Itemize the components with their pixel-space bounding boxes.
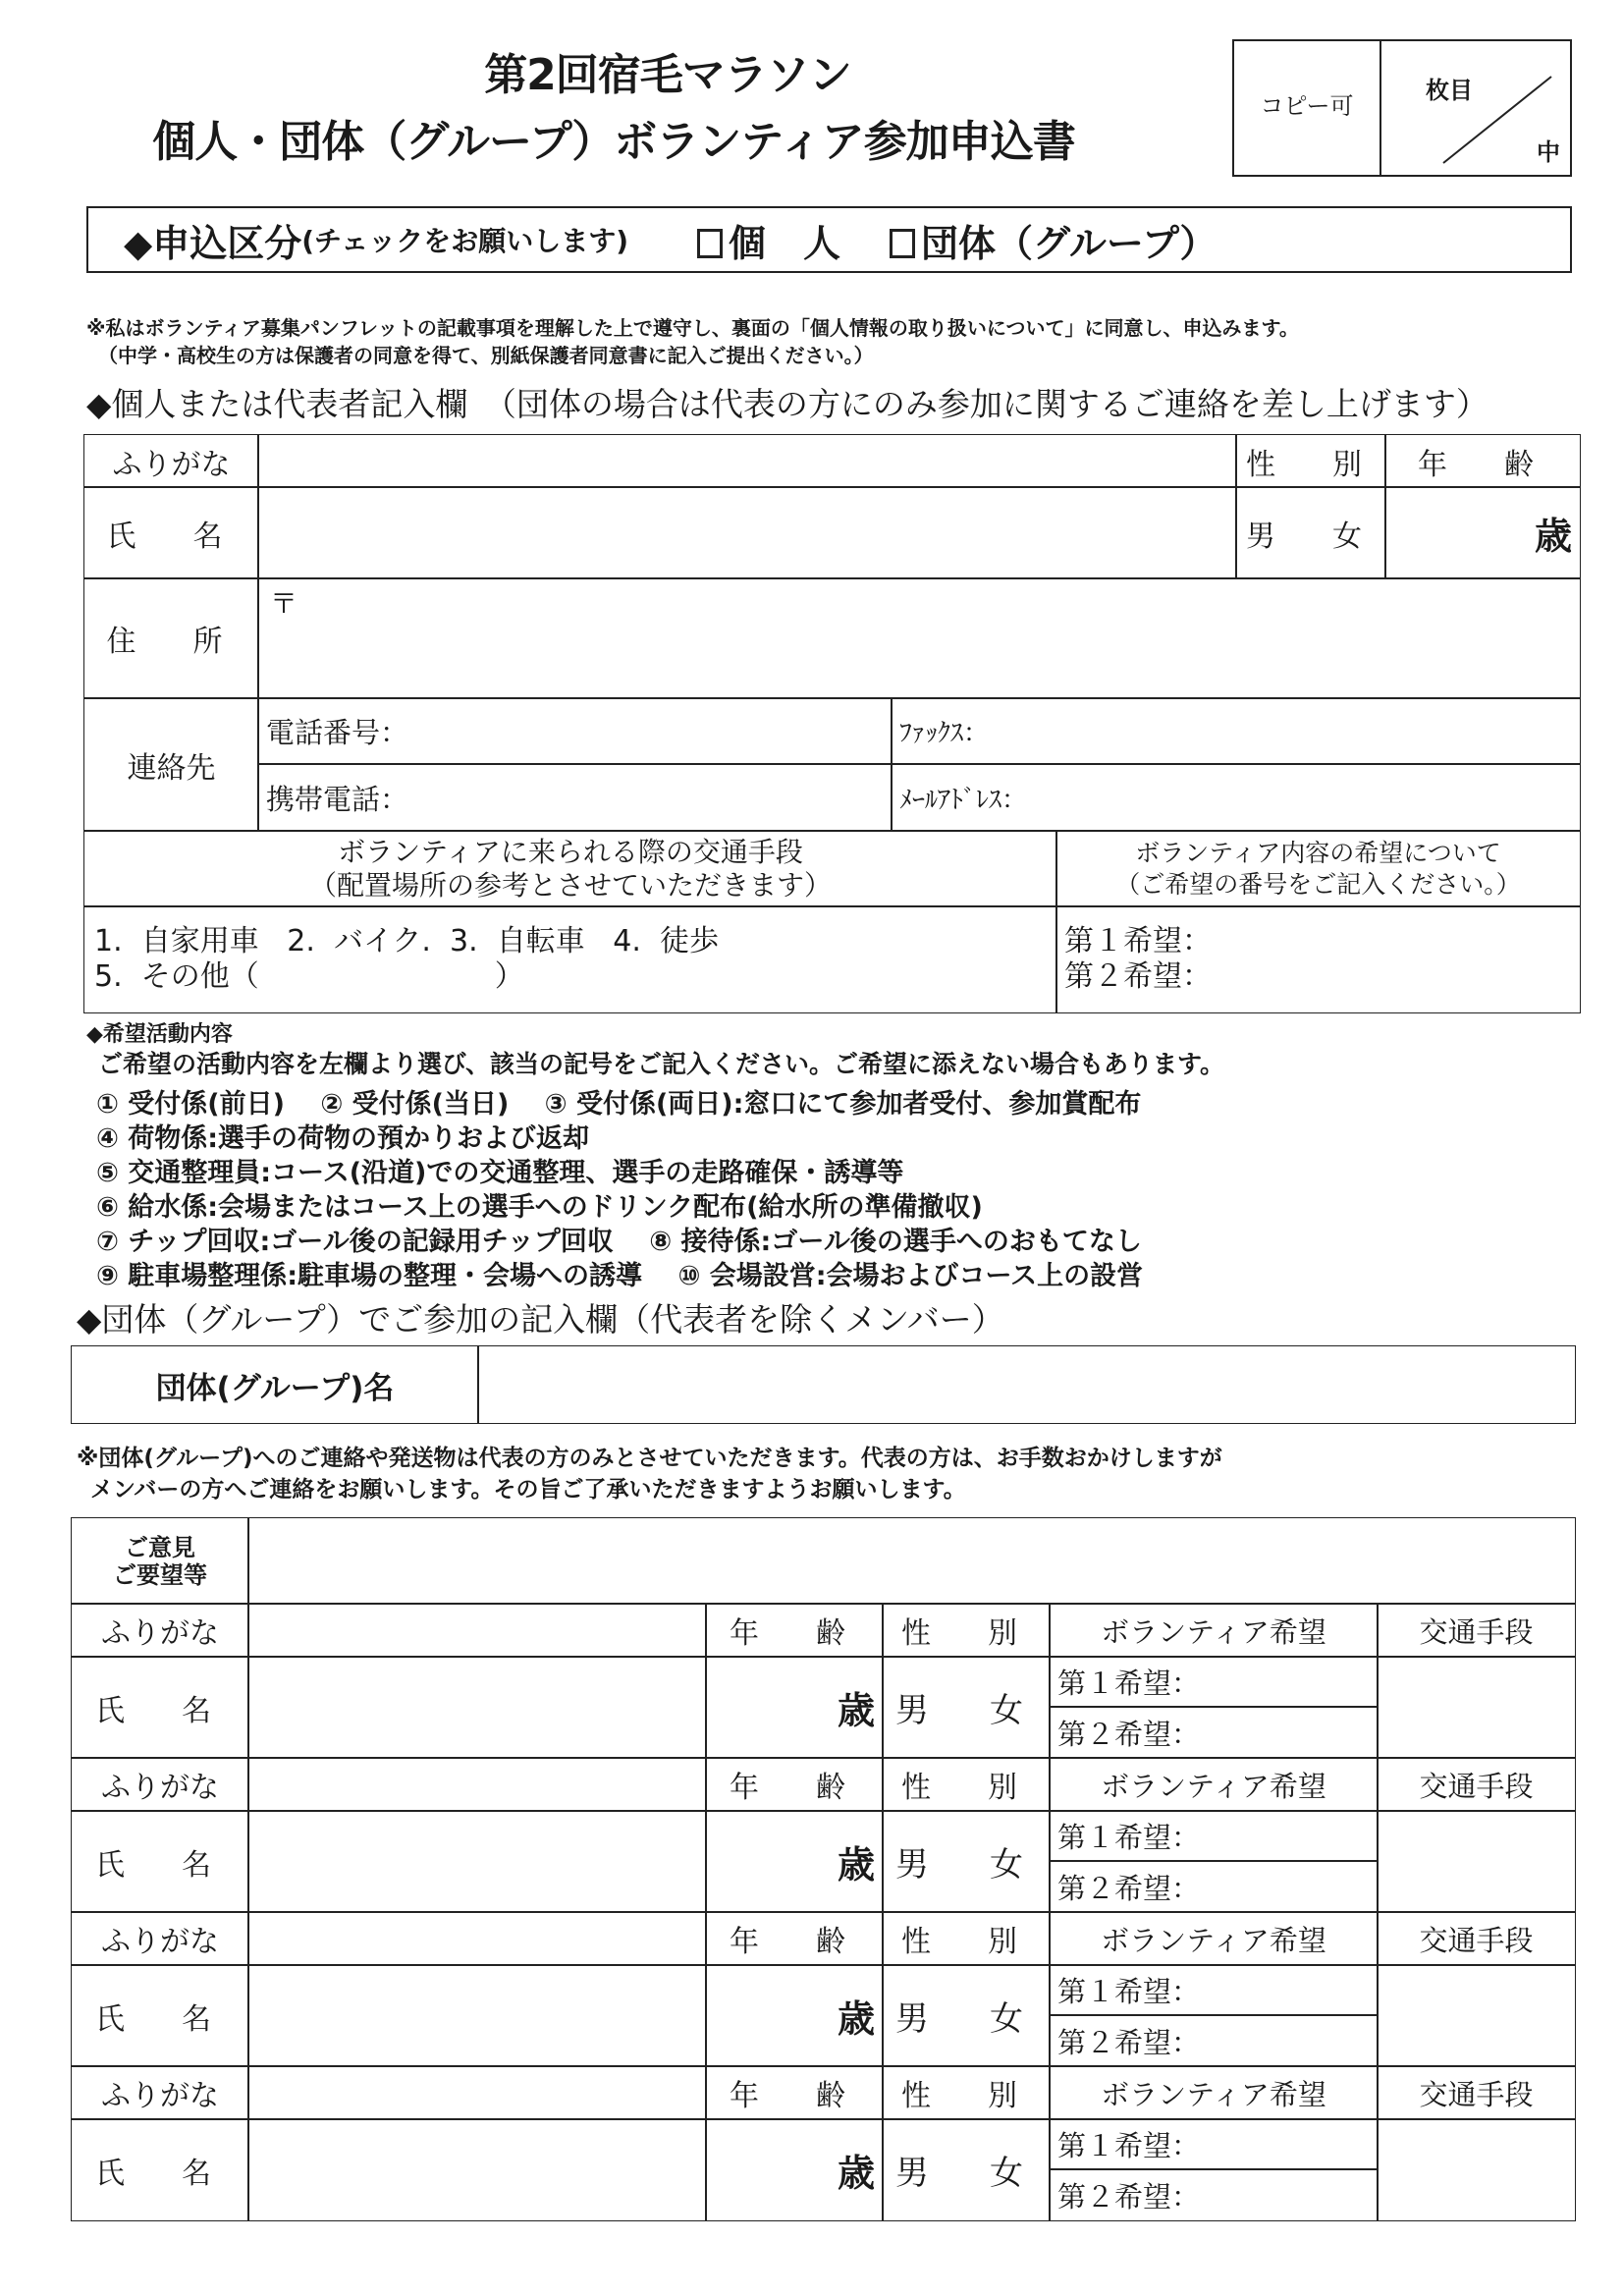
furigana-input[interactable]	[257, 434, 1237, 488]
age-header: 年 齢	[1384, 434, 1581, 488]
comments-input[interactable]	[247, 1517, 1576, 1605]
transport-header	[83, 830, 1057, 907]
member-gender-header: 性 別	[882, 2065, 1051, 2120]
transport-header-line2: （配置場所の参考とさせていただきます）	[308, 868, 832, 902]
name-input[interactable]	[257, 486, 1237, 579]
category-instruction: (チェックをお願いします)	[301, 225, 628, 257]
member-name-input[interactable]	[247, 1810, 707, 1913]
member-gender-select[interactable]: 男 女	[882, 2118, 1051, 2221]
member-transport-input[interactable]	[1377, 1964, 1576, 2067]
member-furigana-label: ふりがな	[71, 1757, 249, 1812]
member-preference-2[interactable]: 第２希望：	[1049, 1706, 1379, 1759]
member-preference-2[interactable]: 第２希望：	[1049, 2014, 1379, 2067]
member-name-input[interactable]	[247, 2118, 707, 2221]
member-name-label: 氏 名	[71, 1656, 249, 1759]
activities-heading: ◆希望活動内容	[86, 1022, 233, 1047]
activity-line: ⑥ 給水係:会場またはコース上の選手へのドリンク配布(給水所の準備撤収)	[96, 1192, 983, 1223]
option-individual-label: 個 人	[729, 221, 841, 265]
member-preference-1[interactable]: 第１希望：	[1049, 2118, 1379, 2170]
activity-line: ⑨ 駐車場整理係:駐車場の整理・会場への誘導 ⑩ 会場設営:会場およびコース上の設営	[96, 1261, 1144, 1291]
member-furigana-input[interactable]	[247, 2065, 707, 2120]
preference-header-line1: ボランティア内容の希望について	[1135, 838, 1501, 867]
sheet-total-label: 中	[1537, 138, 1560, 166]
group-note-1: ※団体(グループ)へのご連絡や発送物は代表の方のみとさせていただきます。代表の方は、お手数おかけしますが	[77, 1446, 1222, 1471]
option-individual[interactable]	[697, 213, 840, 267]
member-furigana-label: ふりがな	[71, 1911, 249, 1966]
preference-1-field[interactable]: 第１希望：	[1064, 924, 1212, 958]
activities-instruction: ご希望の活動内容を左欄より選び、該当の記号をご記入ください。ご希望に添えない場合もあります。	[98, 1050, 1225, 1078]
fax-field[interactable]: ﾌｧｯｸｽ：	[891, 697, 1581, 765]
member-age-header: 年 齢	[705, 2065, 884, 2120]
member-preference-2[interactable]: 第２希望：	[1049, 1860, 1379, 1913]
checkbox-group[interactable]	[890, 229, 915, 258]
individual-table	[83, 434, 1581, 1013]
member-transport-input[interactable]	[1377, 2118, 1576, 2221]
transport-options[interactable]	[83, 905, 1057, 1013]
member-furigana-input[interactable]	[247, 1603, 707, 1658]
member-furigana-label: ふりがな	[71, 2065, 249, 2120]
activity-line: ④ 荷物係:選手の荷物の預かりおよび返却	[96, 1123, 590, 1154]
member-preference-header: ボランティア希望	[1049, 2065, 1379, 2120]
member-transport-input[interactable]	[1377, 1656, 1576, 1759]
transport-options-line2: 5. その他（ ）	[94, 959, 524, 994]
option-group-label: 団体（グループ）	[921, 221, 1217, 265]
member-name-label: 氏 名	[71, 1810, 249, 1913]
members-table	[71, 1517, 1576, 2224]
gender-select[interactable]: 男 女	[1235, 486, 1386, 579]
activity-line: ⑦ チップ回収:ゴール後の記録用チップ回収 ⑧ 接待係:ゴール後の選手へのおもてなし	[96, 1227, 1142, 1257]
member-gender-select[interactable]: 男 女	[882, 1964, 1051, 2067]
group-name-input[interactable]	[477, 1345, 1576, 1424]
activity-line: ⑤ 交通整理員:コース(沿道)での交通整理、選手の走路確保・誘導等	[96, 1158, 904, 1188]
transport-header-line1: ボランティアに来られる際の交通手段	[338, 835, 803, 868]
member-gender-select[interactable]: 男 女	[882, 1656, 1051, 1759]
comments-label-line2: ご要望等	[113, 1560, 207, 1589]
member-gender-select[interactable]: 男 女	[882, 1810, 1051, 1913]
member-name-input[interactable]	[247, 1656, 707, 1759]
member-furigana-input[interactable]	[247, 1757, 707, 1812]
transport-options-line1: 1. 自家用車 2. バイク. 3. 自転車 4. 徒歩	[94, 924, 720, 958]
activity-line: ① 受付係(前日) ② 受付係(当日) ③ 受付係(両日):窓口にて参加者受付、参加賞配布	[96, 1089, 1142, 1120]
member-age-input[interactable]: 歳	[705, 1656, 884, 1759]
group-name-label: 団体(グループ)名	[71, 1345, 479, 1424]
group-section-heading: ◆団体（グループ）でご参加の記入欄（代表者を除くメンバー）	[77, 1300, 1004, 1339]
furigana-label: ふりがな	[83, 434, 259, 488]
preference-header	[1055, 830, 1581, 907]
member-preference-1[interactable]: 第１希望：	[1049, 1656, 1379, 1708]
member-gender-header: 性 別	[882, 1603, 1051, 1658]
contact-label: 連絡先	[83, 697, 259, 832]
member-transport-header: 交通手段	[1377, 1911, 1576, 1966]
consent-note-2: （中学・高校生の方は保護者の同意を得て、別紙保護者同意書に記入ご提出ください。）	[98, 344, 874, 367]
email-field[interactable]: ﾒｰﾙｱﾄﾞﾚｽ：	[891, 763, 1581, 832]
application-category	[86, 206, 1572, 273]
member-age-input[interactable]: 歳	[705, 1810, 884, 1913]
comments-label	[71, 1517, 249, 1605]
gender-header: 性 別	[1235, 434, 1386, 488]
member-age-input[interactable]: 歳	[705, 1964, 884, 2067]
member-gender-header: 性 別	[882, 1757, 1051, 1812]
option-group[interactable]	[890, 213, 1217, 267]
member-age-header: 年 齢	[705, 1603, 884, 1658]
member-preference-header: ボランティア希望	[1049, 1911, 1379, 1966]
member-furigana-input[interactable]	[247, 1911, 707, 1966]
checkbox-individual[interactable]	[697, 229, 723, 258]
member-preference-2[interactable]: 第２希望：	[1049, 2168, 1379, 2221]
address-input[interactable]	[257, 577, 1581, 699]
preference-2-field[interactable]: 第２希望：	[1064, 959, 1212, 994]
individual-section-heading: ◆個人または代表者記入欄 （団体の場合は代表の方にのみ参加に関するご連絡を差し上げます）	[86, 385, 1488, 423]
comments-label-line1: ご意見	[125, 1533, 195, 1561]
member-transport-header: 交通手段	[1377, 1757, 1576, 1812]
member-gender-header: 性 別	[882, 1911, 1051, 1966]
member-preference-1[interactable]: 第１希望：	[1049, 1964, 1379, 2016]
member-transport-header: 交通手段	[1377, 2065, 1576, 2120]
preference-inputs[interactable]	[1055, 905, 1581, 1013]
member-preference-header: ボランティア希望	[1049, 1603, 1379, 1658]
consent-note-1: ※私はボランティア募集パンフレットの記載事項を理解した上で遵守し、裏面の「個人情報の取り扱いについて」に同意し、申込みます。	[86, 316, 1299, 340]
postal-mark: 〒	[270, 587, 298, 620]
form-title-line1: 第2回宿毛マラソン	[484, 50, 851, 100]
member-age-header: 年 齢	[705, 1911, 884, 1966]
age-input[interactable]: 歳	[1384, 486, 1581, 579]
group-name-table	[71, 1345, 1576, 1424]
sheet-number-label: 枚目	[1426, 77, 1473, 104]
category-label: ◆申込区分	[124, 221, 302, 265]
member-age-input[interactable]: 歳	[705, 2118, 884, 2221]
phone-field[interactable]: 電話番号：	[257, 697, 893, 765]
group-note-2: メンバーの方へご連絡をお願いします。その旨ご了承いただきますようお願いします。	[90, 1477, 966, 1503]
name-label: 氏 名	[83, 486, 259, 579]
mobile-field[interactable]: 携帯電話：	[257, 763, 893, 832]
member-preference-header: ボランティア希望	[1049, 1757, 1379, 1812]
member-transport-input[interactable]	[1377, 1810, 1576, 1913]
address-label: 住 所	[83, 577, 259, 699]
copy-sheet-box	[1232, 39, 1572, 177]
member-transport-header: 交通手段	[1377, 1603, 1576, 1658]
member-age-header: 年 齢	[705, 1757, 884, 1812]
copy-allowed-label: コピー可	[1260, 92, 1354, 120]
member-name-label: 氏 名	[71, 1964, 249, 2067]
preference-header-line2: （ご希望の番号をご記入ください。）	[1115, 869, 1521, 899]
member-name-input[interactable]	[247, 1964, 707, 2067]
member-name-label: 氏 名	[71, 2118, 249, 2221]
member-furigana-label: ふりがな	[71, 1603, 249, 1658]
form-title-line2: 個人・団体（グループ）ボランティア参加申込書	[152, 117, 1075, 167]
member-preference-1[interactable]: 第１希望：	[1049, 1810, 1379, 1862]
